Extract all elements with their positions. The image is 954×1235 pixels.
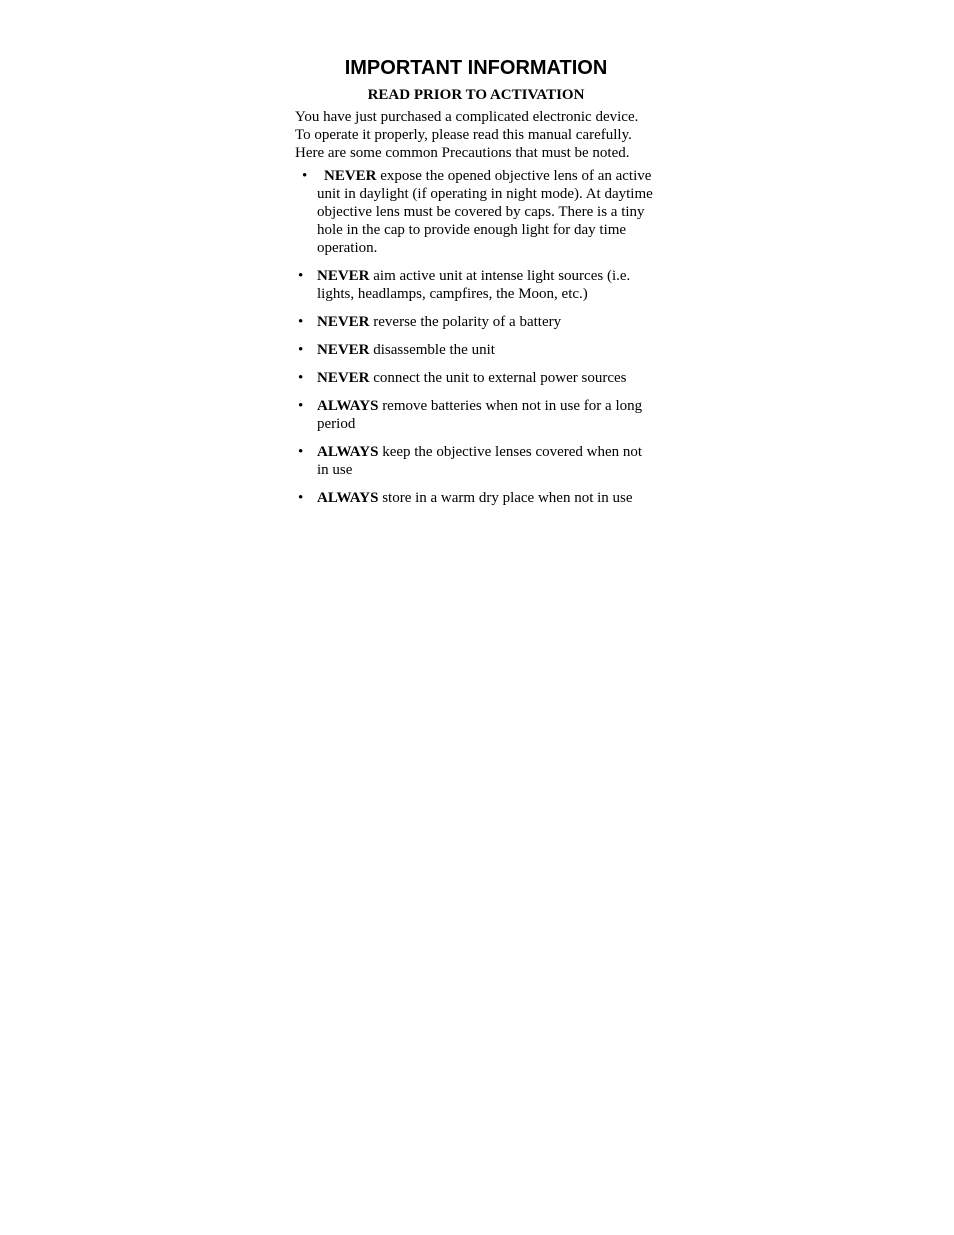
precaution-keyword: ALWAYS [317, 444, 379, 460]
bullet-icon: • [298, 370, 304, 386]
precaution-text: expose the opened objective lens of an active unit in daylight (if operating in night mode). At daytime objective lens must be covered by caps. There is a tiny hole in the cap to provide enough light for day time operation. [317, 168, 653, 256]
list-item [295, 341, 657, 359]
bullet-icon: • [298, 398, 304, 414]
precaution-text: connect the unit to external power sources [369, 370, 627, 386]
list-item [295, 443, 657, 479]
page-title: IMPORTANT INFORMATION [344, 57, 608, 79]
bullet-icon: • [298, 342, 304, 358]
bullet-icon: • [298, 444, 304, 460]
list-item [295, 369, 657, 387]
intro-paragraph: You have just purchased a complicated electronic device. To operate it properly, please read this manual carefully. Here are some common Precautions that must be noted. [295, 109, 639, 161]
list-item [295, 489, 657, 507]
list-item [295, 313, 657, 331]
page-subtitle: READ PRIOR TO ACTIVATION [367, 87, 585, 103]
precaution-text: reverse the polarity of a battery [369, 314, 562, 330]
precaution-keyword: NEVER [317, 370, 370, 386]
precaution-text: aim active unit at intense light sources (i.e. lights, headlamps, campfires, the Moon, etc.) [317, 268, 631, 302]
bullet-icon: • [298, 268, 304, 284]
bullet-icon: • [298, 490, 304, 506]
list-item [295, 167, 657, 257]
precaution-keyword: NEVER [317, 342, 370, 358]
precaution-text: disassemble the unit [369, 342, 495, 358]
precaution-keyword: ALWAYS [317, 398, 379, 414]
precautions-list [295, 167, 657, 507]
bullet-icon: • [298, 314, 304, 330]
list-item [295, 397, 657, 433]
list-item [295, 267, 657, 303]
precaution-keyword: ALWAYS [317, 490, 379, 506]
precaution-keyword: NEVER [317, 268, 370, 284]
precaution-keyword: NEVER [317, 314, 370, 330]
document-page [295, 56, 657, 517]
precaution-text: keep the objective lenses covered when not in use [317, 444, 643, 478]
bullet-icon: • [302, 168, 308, 184]
precaution-text: store in a warm dry place when not in use [378, 490, 633, 506]
precaution-text: remove batteries when not in use for a long period [317, 398, 643, 432]
precaution-keyword: NEVER [324, 168, 377, 184]
